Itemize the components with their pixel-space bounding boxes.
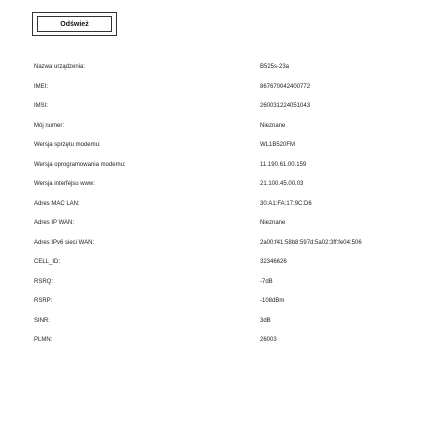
device-name-value: B525s-23a <box>260 64 290 70</box>
wan-ipv6-value: 2a00:f41:58b8:597d:5a02:3ff:fe04:506 <box>260 239 362 246</box>
imsi-value: 260031224051043 <box>260 103 311 109</box>
row-imei <box>0 78 436 98</box>
row-hardware-version <box>0 136 436 156</box>
plmn-label: PLMN: <box>34 337 53 343</box>
row-cell-id <box>0 253 436 273</box>
refresh-button[interactable] <box>32 12 117 36</box>
my-number-value: Nieznane <box>260 122 286 129</box>
device-name-label: Nazwa urządzenia: <box>34 64 86 70</box>
row-rsrp <box>0 292 436 312</box>
rsrp-label: RSRP: <box>34 298 53 304</box>
row-mac-lan <box>0 195 436 215</box>
row-wan-ip <box>0 214 436 234</box>
hardware-version-label: Wersja sprzętu modemu: <box>34 142 101 148</box>
imei-label: IMEI: <box>34 83 49 90</box>
cell-id-label: CELL_ID: <box>34 259 61 265</box>
row-plmn <box>0 331 436 351</box>
device-info-table <box>0 58 436 351</box>
rsrq-value: -7dB <box>260 278 273 285</box>
mac-lan-value: 30:A1:FA:17:9C:D6 <box>260 200 312 207</box>
row-sinr <box>0 312 436 332</box>
row-device-name <box>0 58 436 78</box>
software-version-label: Wersja oprogramowania modemu: <box>34 161 126 168</box>
row-software-version <box>0 156 436 176</box>
row-wan-ipv6 <box>0 234 436 254</box>
row-imsi <box>0 97 436 117</box>
rsrp-value: -108dBm <box>260 298 285 304</box>
plmn-value: 26003 <box>260 337 277 343</box>
mac-lan-label: Adres MAC LAN: <box>34 200 80 207</box>
wan-ipv6-label: Adres IPv6 sieci WAN: <box>34 239 95 246</box>
rsrq-label: RSRQ: <box>34 278 54 285</box>
sinr-label: SINR: <box>34 317 51 324</box>
web-ui-version-label: Wersja interfejsu www: <box>34 181 95 187</box>
hardware-version-value: WL1B520FM <box>260 142 296 148</box>
web-ui-version-value: 21.100.45.00.03 <box>260 181 304 187</box>
row-my-number <box>0 117 436 137</box>
my-number-label: Mój numer: <box>34 122 65 129</box>
wan-ip-value: Nieznane <box>260 220 286 226</box>
refresh-button-label: Odśwież <box>37 16 112 32</box>
wan-ip-label: Adres IP WAN: <box>34 220 75 226</box>
software-version-value: 11.190.61.00.159 <box>260 161 307 168</box>
imei-value: 867670042400772 <box>260 83 311 90</box>
imsi-label: IMSI: <box>34 103 49 109</box>
sinr-value: 3dB <box>260 317 271 324</box>
row-web-ui-version <box>0 175 436 195</box>
row-rsrq <box>0 273 436 293</box>
cell-id-value: 32346626 <box>260 259 287 265</box>
